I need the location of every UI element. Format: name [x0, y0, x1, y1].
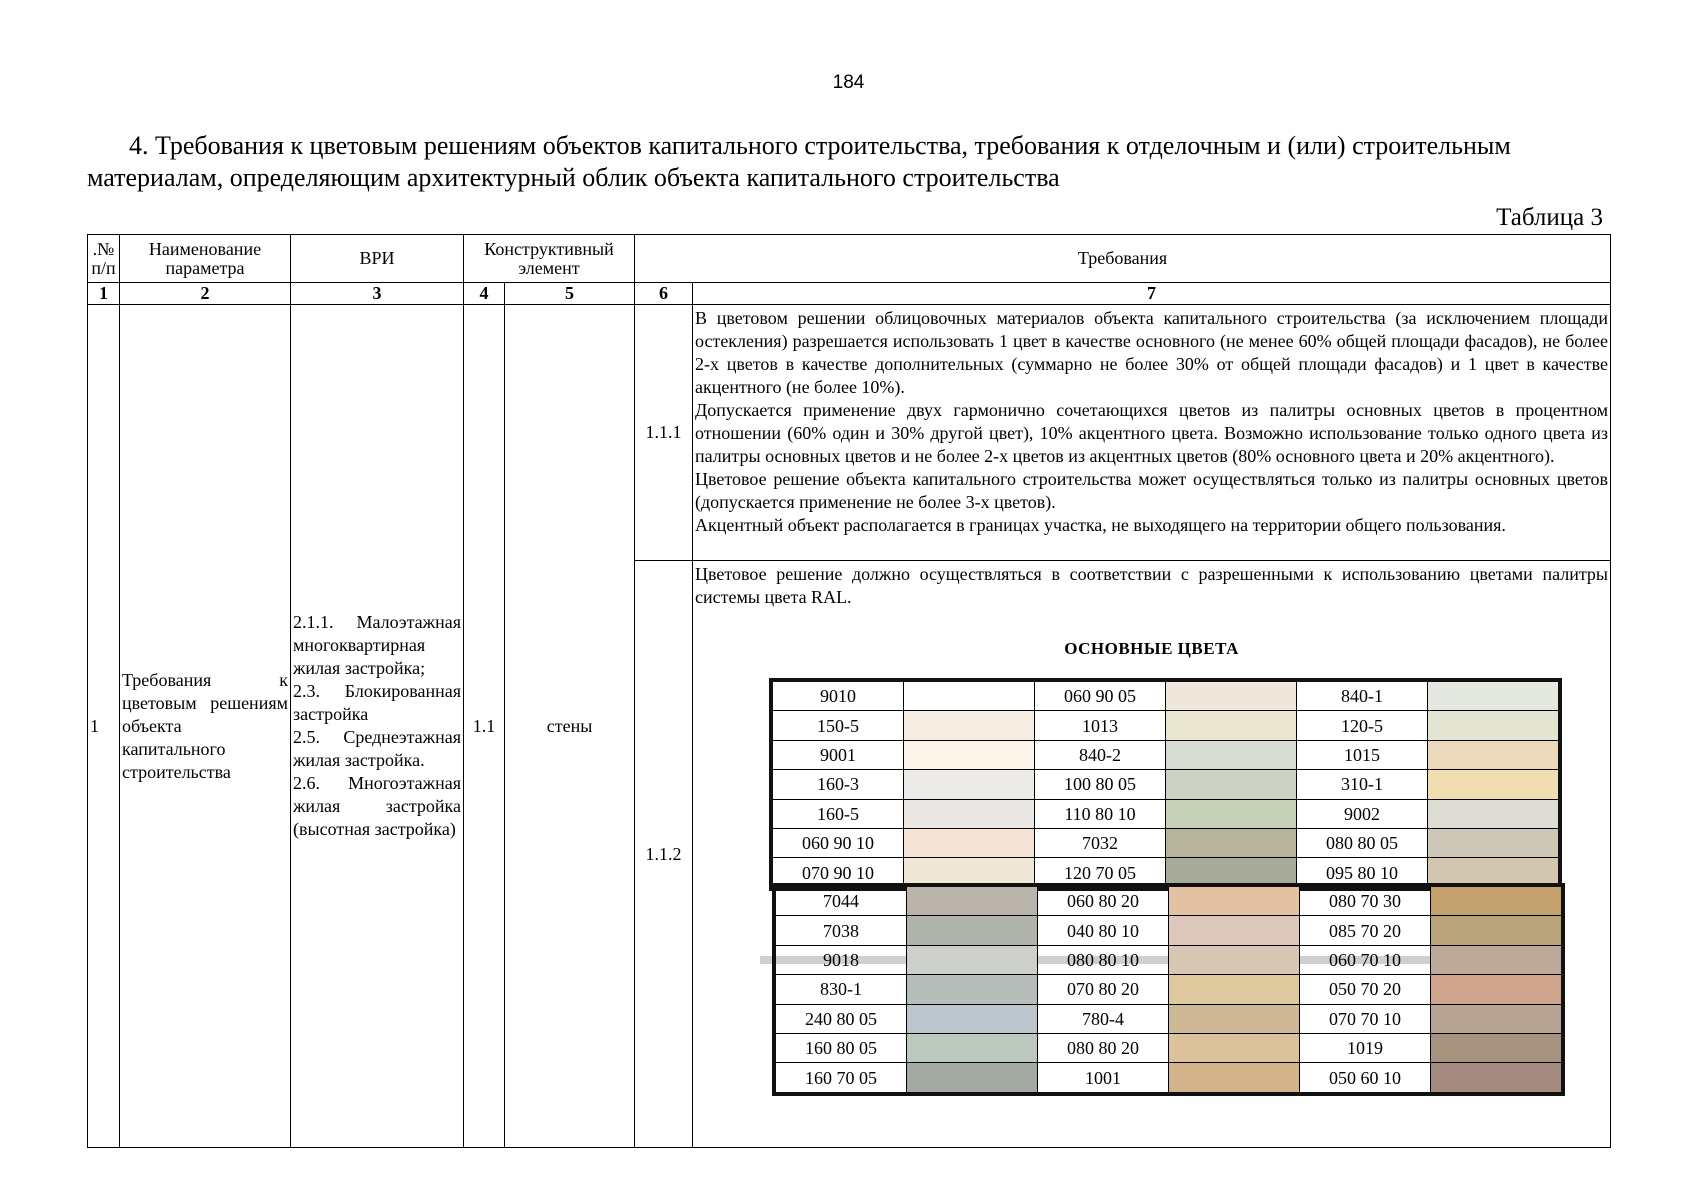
color-code: 9001 — [771, 740, 904, 769]
row-number: 1 — [88, 305, 120, 1148]
color-swatch — [904, 740, 1035, 769]
color-code: 1015 — [1297, 740, 1428, 769]
vri-item: 2.6. Многоэтажная жилая застройка (высотная застройка) — [293, 773, 461, 839]
header-requirements: Требования — [635, 235, 1611, 283]
color-code: 120-5 — [1297, 711, 1428, 740]
section-heading: 4. Требования к цветовым решениям объектов капитального строительства, требования к отделочным и (или) строительным материалам, определяющим архитектурный облик объекта капитального строительства — [87, 131, 1511, 192]
color-code: 310-1 — [1297, 770, 1428, 799]
requirement-paragraph: Акцентный объект располагается в границах участка, не выходящего на территории общего пользования. — [695, 515, 1506, 535]
col-number: 5 — [505, 283, 635, 305]
color-swatch — [907, 1033, 1038, 1062]
color-swatch — [1428, 740, 1561, 769]
table-row — [88, 305, 1611, 561]
palette-row — [771, 711, 1560, 740]
color-swatch — [904, 680, 1035, 711]
color-code: 070 80 20 — [1038, 975, 1169, 1004]
color-swatch — [1166, 680, 1297, 711]
vri-item: 2.5. Среднеэтажная жилая застройка. — [293, 727, 461, 770]
color-swatch — [1428, 828, 1561, 857]
color-code: 080 80 10 — [1038, 945, 1169, 974]
param-name: Требования к цветовым решениям объекта капитального строительства — [120, 305, 291, 1148]
color-code: 080 70 30 — [1300, 885, 1431, 916]
col-number: 6 — [635, 283, 693, 305]
color-code: 080 80 20 — [1038, 1033, 1169, 1062]
color-swatch — [1169, 975, 1300, 1004]
vri-item: 2.1.1. Малоэтажная многоквартирная жилая застройка; — [293, 612, 461, 678]
color-code: 040 80 10 — [1038, 916, 1169, 945]
color-swatch — [1428, 770, 1561, 799]
color-code: 9018 — [774, 945, 907, 974]
col-number: 3 — [291, 283, 464, 305]
color-swatch — [907, 1004, 1038, 1033]
color-code: 050 60 10 — [1300, 1063, 1431, 1094]
color-code: 1019 — [1300, 1033, 1431, 1062]
color-swatch — [1166, 711, 1297, 740]
color-code: 060 80 20 — [1038, 885, 1169, 916]
color-code: 150-5 — [771, 711, 904, 740]
palette-row — [774, 1004, 1563, 1033]
color-code: 830-1 — [774, 975, 907, 1004]
color-swatch — [1431, 975, 1564, 1004]
sub-code-1: 1.1.1 — [635, 305, 693, 561]
color-code: 060 70 10 — [1300, 945, 1431, 974]
color-swatch — [1431, 885, 1564, 916]
col-number: 1 — [88, 283, 120, 305]
requirements-palette-cell — [693, 561, 1611, 1148]
requirement-paragraph: Допускается применение двух гармонично сочетающихся цветов из палитры основных цветов в процентном отношении (60% один и 30% другой цвет), 10% акцентного цвета. Возможно использование только одного цвета из палитры основных цветов и не более 2-х цветов из акцентных цветов (80% основного цвета и 20% акцентного). — [695, 400, 1609, 466]
col-number: 2 — [120, 283, 291, 305]
color-swatch — [904, 799, 1035, 828]
palette-row — [774, 1033, 1563, 1062]
color-swatch — [1166, 770, 1297, 799]
color-swatch — [1166, 828, 1297, 857]
color-swatch — [1169, 916, 1300, 945]
color-swatch — [907, 975, 1038, 1004]
color-swatch — [904, 770, 1035, 799]
palette-row — [774, 975, 1563, 1004]
color-code: 110 80 10 — [1035, 799, 1166, 828]
color-code: 160-3 — [771, 770, 904, 799]
palette-row — [771, 740, 1560, 769]
color-code: 095 80 10 — [1297, 858, 1428, 889]
palette-row — [771, 828, 1560, 857]
color-swatch — [907, 885, 1038, 916]
palette-table-main — [769, 678, 1562, 891]
color-code: 240 80 05 — [774, 1004, 907, 1033]
color-swatch — [1431, 1004, 1564, 1033]
color-code: 050 70 20 — [1300, 975, 1431, 1004]
color-swatch — [907, 916, 1038, 945]
color-swatch — [907, 1063, 1038, 1094]
palette-row — [771, 799, 1560, 828]
palette-row — [774, 1063, 1563, 1094]
sub-code-2: 1.1.2 — [635, 561, 693, 1148]
palette-table-secondary — [772, 883, 1565, 1096]
color-swatch — [1428, 711, 1561, 740]
column-numbers-row — [88, 283, 1611, 305]
palette-row — [771, 770, 1560, 799]
color-code: 840-1 — [1297, 680, 1428, 711]
color-code: 070 90 10 — [771, 858, 904, 889]
requirement-paragraph: Цветовое решение объекта капитального строительства может осуществляться только из палитры основных цветов (допускается применение не более 3-х цветов). — [695, 469, 1609, 512]
color-swatch — [907, 945, 1038, 974]
color-code: 120 70 05 — [1035, 858, 1166, 889]
palette-row — [774, 945, 1563, 974]
color-code: 7044 — [774, 885, 907, 916]
color-swatch — [1431, 945, 1564, 974]
color-swatch — [904, 828, 1035, 857]
color-swatch — [1169, 945, 1300, 974]
color-code: 7038 — [774, 916, 907, 945]
color-swatch — [1431, 1033, 1564, 1062]
header-num: .№ п/п — [88, 235, 120, 283]
element-name: стены — [505, 305, 635, 1148]
color-swatch — [1166, 740, 1297, 769]
palette-intro: Цветовое решение должно осуществляться в соответствии с разрешенными к использованию цветами палитры системы цвета RAL. — [695, 564, 1609, 607]
color-swatch — [1169, 1033, 1300, 1062]
palette-row — [774, 885, 1563, 916]
page-number: 184 — [832, 72, 865, 93]
color-code: 070 70 10 — [1300, 1004, 1431, 1033]
color-swatch — [1431, 916, 1564, 945]
color-code: 9002 — [1297, 799, 1428, 828]
color-code: 080 80 05 — [1297, 828, 1428, 857]
palette-row — [774, 916, 1563, 945]
color-code: 085 70 20 — [1300, 916, 1431, 945]
element-code: 1.1 — [464, 305, 505, 1148]
requirements-table — [87, 234, 1611, 1148]
header-param: Наименование параметра — [120, 235, 291, 283]
color-swatch — [1431, 1063, 1564, 1094]
color-swatch — [1428, 680, 1561, 711]
color-code: 1013 — [1035, 711, 1166, 740]
color-swatch — [1169, 885, 1300, 916]
color-code: 160-5 — [771, 799, 904, 828]
col-number: 7 — [693, 283, 1611, 305]
color-swatch — [1166, 799, 1297, 828]
color-code: 7032 — [1035, 828, 1166, 857]
color-code: 060 90 05 — [1035, 680, 1166, 711]
palette-title: ОСНОВНЫЕ ЦВЕТА — [1064, 639, 1239, 658]
color-swatch — [1169, 1004, 1300, 1033]
color-swatch — [1169, 1063, 1300, 1094]
color-swatch — [1428, 799, 1561, 828]
color-swatch — [904, 711, 1035, 740]
col-number: 4 — [464, 283, 505, 305]
color-code: 780-4 — [1038, 1004, 1169, 1033]
color-code: 160 70 05 — [774, 1063, 907, 1094]
requirements-text-1 — [693, 305, 1611, 561]
color-code: 100 80 05 — [1035, 770, 1166, 799]
header-vri: ВРИ — [291, 235, 464, 283]
palette-row — [771, 680, 1560, 711]
table-label: Таблица 3 — [1496, 204, 1603, 231]
requirement-paragraph: В цветовом решении облицовочных материалов объекта капитального строительства (за исключением площади остекления) разрешается использовать 1 цвет в качестве основного (не менее 60% общей площади фасадов), не более 2-х цветов в качестве дополнительных (суммарно не более 30% от общей площади фасадов) и 1 цвет в качестве акцентного (не более 10%). — [695, 308, 1609, 397]
vri-item: 2.3. Блокированная застройка — [293, 681, 461, 724]
color-code: 060 90 10 — [771, 828, 904, 857]
color-code: 9010 — [771, 680, 904, 711]
table-header-row — [88, 235, 1611, 283]
color-code: 840-2 — [1035, 740, 1166, 769]
header-element: Конструктивный элемент — [464, 235, 635, 283]
vri-cell — [291, 305, 464, 1148]
color-code: 1001 — [1038, 1063, 1169, 1094]
color-code: 160 80 05 — [774, 1033, 907, 1062]
